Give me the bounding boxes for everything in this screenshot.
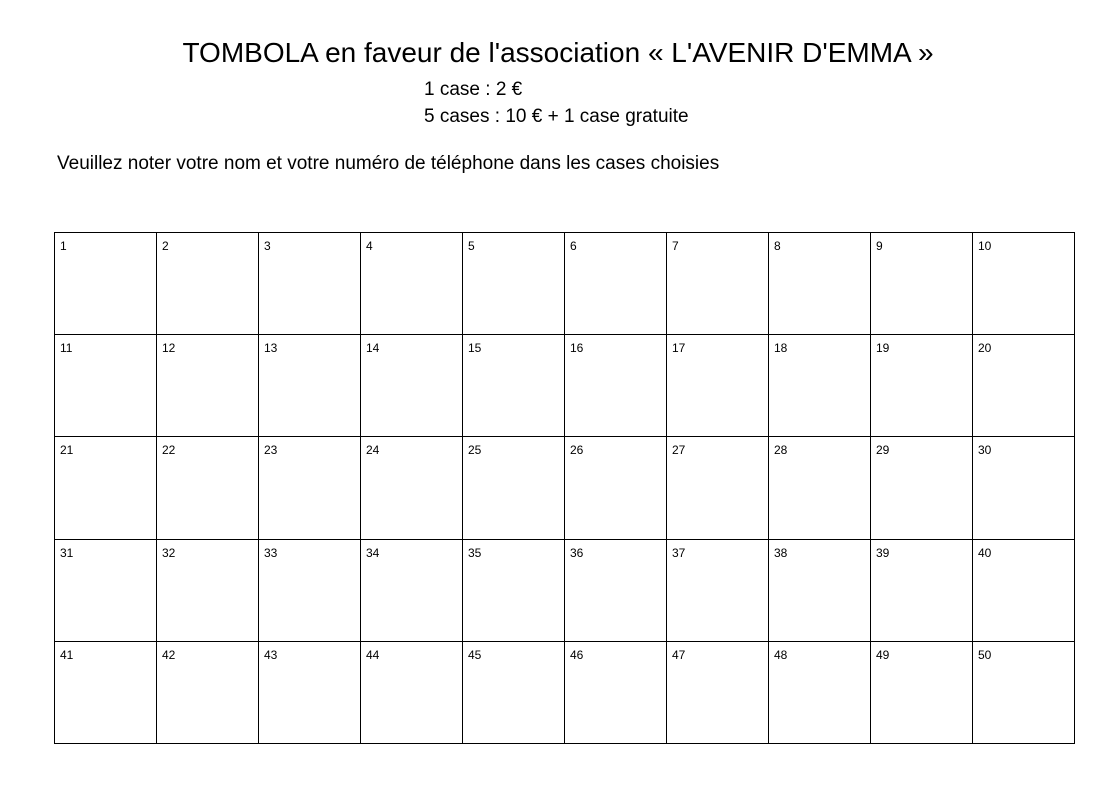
raffle-cell[interactable] xyxy=(463,641,565,743)
cell-number: 41 xyxy=(60,647,74,662)
raffle-cell[interactable] xyxy=(871,335,973,437)
raffle-cell[interactable] xyxy=(55,539,157,641)
raffle-cell[interactable] xyxy=(361,335,463,437)
raffle-cell[interactable] xyxy=(463,233,565,335)
raffle-cell[interactable] xyxy=(667,233,769,335)
grid-row xyxy=(55,539,1075,641)
raffle-cell[interactable] xyxy=(157,437,259,539)
cell-number: 14 xyxy=(366,341,380,356)
raffle-cell[interactable] xyxy=(667,539,769,641)
raffle-cell[interactable] xyxy=(973,539,1075,641)
grid-row xyxy=(55,233,1075,335)
cell-number: 4 xyxy=(366,239,373,253)
raffle-cell[interactable] xyxy=(769,335,871,437)
cell-number: 28 xyxy=(774,443,788,458)
page-title: TOMBOLA en faveur de l'association « L'AVENIR D'EMMA » xyxy=(182,37,934,68)
cell-number: 45 xyxy=(468,647,482,662)
cell-number: 5 xyxy=(468,239,475,253)
cell-number: 38 xyxy=(774,545,788,560)
raffle-cell[interactable] xyxy=(55,437,157,539)
raffle-cell[interactable] xyxy=(871,233,973,335)
grid-row xyxy=(55,437,1075,539)
cell-number: 39 xyxy=(876,545,890,560)
cell-number: 31 xyxy=(60,545,74,560)
cell-number: 22 xyxy=(162,443,176,458)
cell-number: 13 xyxy=(264,341,278,356)
cell-number: 2 xyxy=(162,239,169,253)
cell-number: 26 xyxy=(570,443,584,458)
cell-number: 19 xyxy=(876,341,890,356)
raffle-cell[interactable] xyxy=(565,233,667,335)
raffle-cell[interactable] xyxy=(769,641,871,743)
raffle-cell[interactable] xyxy=(871,539,973,641)
raffle-cell[interactable] xyxy=(361,233,463,335)
raffle-cell[interactable] xyxy=(871,641,973,743)
price-bundle: 5 cases : 10 € + 1 case gratuite xyxy=(424,106,689,127)
cell-number: 27 xyxy=(672,443,686,458)
raffle-cell[interactable] xyxy=(463,437,565,539)
cell-number: 49 xyxy=(876,647,890,662)
raffle-cell[interactable] xyxy=(361,437,463,539)
raffle-cell[interactable] xyxy=(259,437,361,539)
cell-number: 6 xyxy=(570,239,577,253)
cell-number: 12 xyxy=(162,341,176,356)
cell-number: 35 xyxy=(468,545,482,560)
cell-number: 40 xyxy=(978,545,992,560)
raffle-cell[interactable] xyxy=(973,335,1075,437)
cell-number: 18 xyxy=(774,341,788,356)
raffle-cell[interactable] xyxy=(157,641,259,743)
cell-number: 47 xyxy=(672,647,686,662)
raffle-cell[interactable] xyxy=(55,233,157,335)
raffle-cell[interactable] xyxy=(157,335,259,437)
raffle-cell[interactable] xyxy=(463,335,565,437)
price-single: 1 case : 2 € xyxy=(424,79,523,100)
cell-number: 20 xyxy=(978,341,992,356)
raffle-cell[interactable] xyxy=(667,437,769,539)
cell-number: 34 xyxy=(366,545,380,560)
raffle-cell[interactable] xyxy=(55,641,157,743)
raffle-cell[interactable] xyxy=(157,539,259,641)
raffle-cell[interactable] xyxy=(259,641,361,743)
raffle-cell[interactable] xyxy=(361,641,463,743)
raffle-cell[interactable] xyxy=(769,539,871,641)
cell-number: 8 xyxy=(774,239,781,253)
raffle-cell[interactable] xyxy=(259,233,361,335)
raffle-cell[interactable] xyxy=(871,437,973,539)
cell-number: 30 xyxy=(978,443,992,458)
cell-number: 44 xyxy=(366,647,380,662)
raffle-cell[interactable] xyxy=(259,335,361,437)
cell-number: 50 xyxy=(978,647,992,662)
cell-number: 23 xyxy=(264,443,278,458)
raffle-cell[interactable] xyxy=(667,335,769,437)
cell-number: 46 xyxy=(570,647,584,662)
raffle-cell[interactable] xyxy=(973,233,1075,335)
raffle-cell[interactable] xyxy=(157,233,259,335)
raffle-cell[interactable] xyxy=(973,641,1075,743)
raffle-cell[interactable] xyxy=(463,539,565,641)
cell-number: 36 xyxy=(570,545,584,560)
grid-row xyxy=(55,335,1075,437)
cell-number: 16 xyxy=(570,341,584,356)
cell-number: 11 xyxy=(60,341,73,356)
cell-number: 9 xyxy=(876,239,883,253)
instructions-text: Veuillez noter votre nom et votre numéro de téléphone dans les cases choisies xyxy=(57,153,720,174)
raffle-cell[interactable] xyxy=(973,437,1075,539)
cell-number: 48 xyxy=(774,647,788,662)
raffle-cell[interactable] xyxy=(565,335,667,437)
cell-number: 10 xyxy=(978,239,992,253)
raffle-cell[interactable] xyxy=(55,335,157,437)
raffle-cell[interactable] xyxy=(259,539,361,641)
raffle-cell[interactable] xyxy=(769,233,871,335)
raffle-cell[interactable] xyxy=(565,641,667,743)
cell-number: 21 xyxy=(60,443,74,458)
cell-number: 32 xyxy=(162,545,176,560)
raffle-cell[interactable] xyxy=(769,437,871,539)
cell-number: 43 xyxy=(264,647,278,662)
cell-number: 25 xyxy=(468,443,482,458)
raffle-cell[interactable] xyxy=(565,437,667,539)
cell-number: 37 xyxy=(672,545,686,560)
cell-number: 1 xyxy=(60,239,67,253)
raffle-cell[interactable] xyxy=(565,539,667,641)
raffle-grid xyxy=(54,232,1075,744)
cell-number: 7 xyxy=(672,239,679,253)
cell-number: 42 xyxy=(162,647,176,662)
cell-number: 29 xyxy=(876,443,890,458)
raffle-cell[interactable] xyxy=(667,641,769,743)
cell-number: 24 xyxy=(366,443,380,458)
cell-number: 17 xyxy=(672,341,686,356)
cell-number: 33 xyxy=(264,545,278,560)
grid-row xyxy=(55,641,1075,743)
cell-number: 15 xyxy=(468,341,482,356)
raffle-cell[interactable] xyxy=(361,539,463,641)
cell-number: 3 xyxy=(264,239,271,253)
